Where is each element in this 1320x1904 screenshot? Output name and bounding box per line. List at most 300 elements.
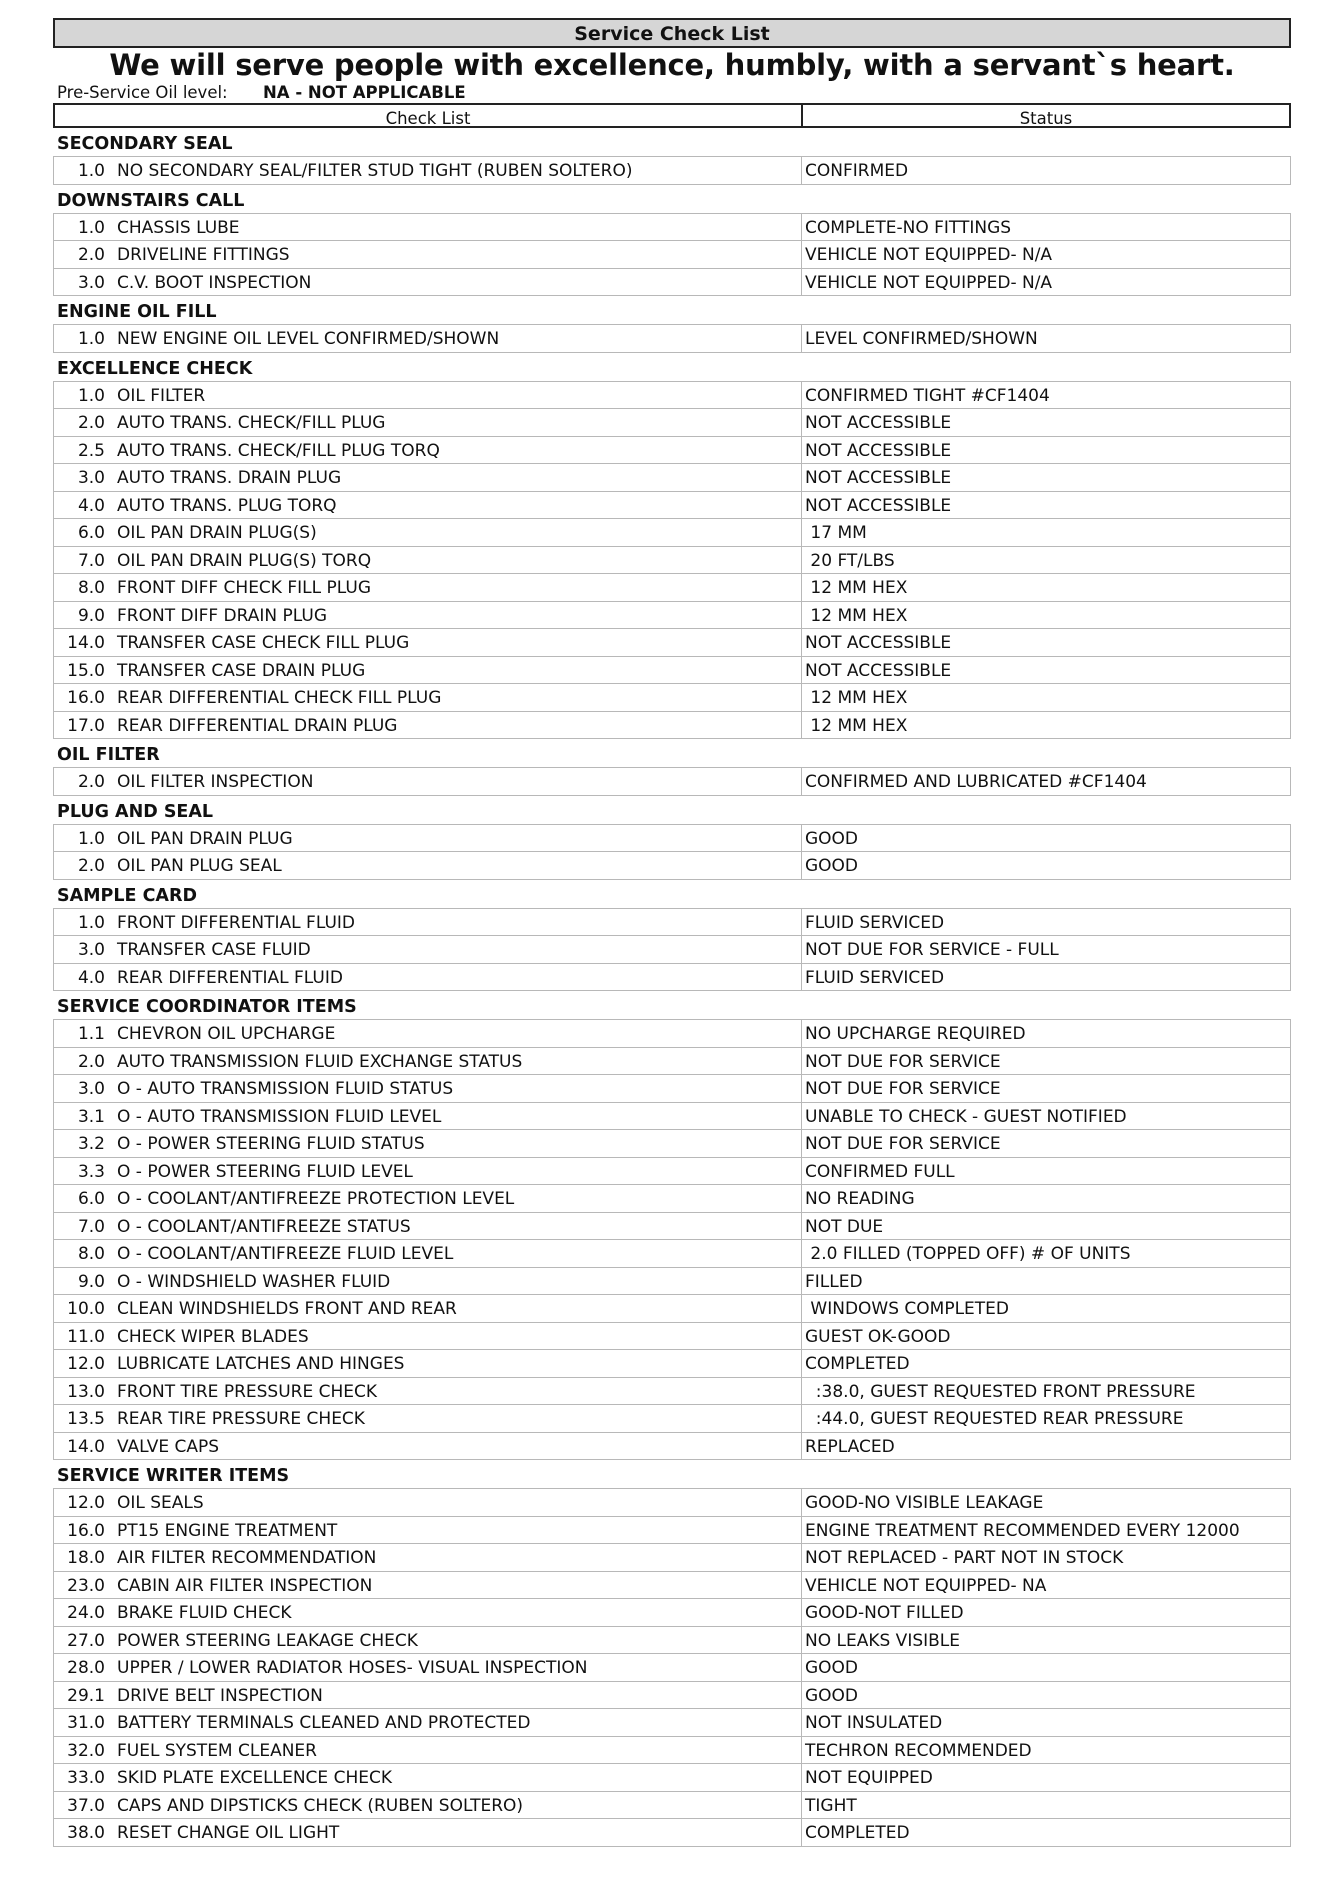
column-header-status: Status xyxy=(802,103,1291,128)
section xyxy=(53,880,1291,992)
status-cell: ENGINE TREATMENT RECOMMENDED EVERY 12000 xyxy=(801,1517,1291,1545)
status-cell: NOT ACCESSIBLE xyxy=(801,657,1291,685)
status-cell: NOT DUE FOR SERVICE xyxy=(801,1130,1291,1158)
check-item-cell xyxy=(53,437,801,465)
item-number: 2.0 xyxy=(77,1051,105,1072)
pre-service-oil-value: NA - NOT APPLICABLE xyxy=(263,83,466,102)
item-description: TRANSFER CASE DRAIN PLUG xyxy=(117,660,366,681)
status-cell: GOOD xyxy=(801,852,1291,880)
item-description: TRANSFER CASE CHECK FILL PLUG xyxy=(117,633,410,653)
item-number: 4.0 xyxy=(77,495,105,516)
status-cell: :38.0, GUEST REQUESTED FRONT PRESSURE xyxy=(801,1378,1291,1406)
status-cell: 2.0 FILLED (TOPPED OFF) # OF UNITS xyxy=(801,1240,1291,1268)
table-row xyxy=(53,1020,1291,1048)
status-cell: VEHICLE NOT EQUIPPED- N/A xyxy=(801,241,1291,269)
table-row xyxy=(53,768,1291,796)
item-number: 31.0 xyxy=(67,1713,105,1733)
section-rows xyxy=(53,767,1291,796)
item-number: 13.0 xyxy=(67,1381,105,1402)
check-item-cell xyxy=(53,657,801,685)
check-item-cell xyxy=(53,1737,801,1765)
section-rows xyxy=(53,381,1291,740)
status-cell: GOOD xyxy=(801,825,1291,853)
table-row xyxy=(53,519,1291,547)
table-row xyxy=(53,825,1291,853)
table-row xyxy=(53,157,1291,185)
table-row xyxy=(53,684,1291,712)
item-description: CHECK WIPER BLADES xyxy=(117,1326,309,1347)
check-item-cell xyxy=(53,409,801,437)
check-item-cell xyxy=(53,1048,801,1076)
item-number: 27.0 xyxy=(67,1630,105,1651)
check-item-cell xyxy=(53,241,801,269)
status-cell: 12 MM HEX xyxy=(801,602,1291,630)
check-item-cell xyxy=(53,909,801,937)
item-number: 24.0 xyxy=(67,1603,105,1623)
check-item-cell xyxy=(53,1654,801,1682)
status-cell: VEHICLE NOT EQUIPPED- N/A xyxy=(801,269,1291,297)
check-item-cell xyxy=(53,1378,801,1406)
item-number: 3.0 xyxy=(77,468,105,488)
item-description: AUTO TRANS. CHECK/FILL PLUG TORQ xyxy=(117,440,440,461)
check-item-cell xyxy=(53,1764,801,1792)
check-item-cell xyxy=(53,269,801,297)
item-description: REAR DIFFERENTIAL FLUID xyxy=(117,967,343,988)
item-description: OIL PAN DRAIN PLUG(S) TORQ xyxy=(117,550,372,571)
table-row xyxy=(53,602,1291,630)
check-item-cell xyxy=(53,519,801,547)
check-item-cell xyxy=(53,492,801,520)
item-description: FRONT DIFFERENTIAL FLUID xyxy=(117,912,355,933)
table-row xyxy=(53,909,1291,937)
check-item-cell xyxy=(53,1213,801,1241)
status-cell: FLUID SERVICED xyxy=(801,964,1291,992)
item-description: O - COOLANT/ANTIFREEZE STATUS xyxy=(117,1216,411,1237)
section-title: SERVICE WRITER ITEMS xyxy=(57,1466,290,1486)
table-row xyxy=(53,1819,1291,1847)
table-row xyxy=(53,1405,1291,1433)
status-cell: NOT ACCESSIBLE xyxy=(801,629,1291,657)
item-description: VALVE CAPS xyxy=(117,1436,220,1457)
status-cell: TIGHT xyxy=(801,1792,1291,1820)
item-number: 3.0 xyxy=(77,272,105,293)
section-rows xyxy=(53,1488,1291,1847)
item-description: POWER STEERING LEAKAGE CHECK xyxy=(117,1630,418,1651)
column-header-check-list: Check List xyxy=(53,103,802,128)
item-number: 3.0 xyxy=(77,1079,105,1099)
item-description: AUTO TRANS. DRAIN PLUG xyxy=(117,468,342,488)
item-description: SKID PLATE EXCELLENCE CHECK xyxy=(117,1768,392,1788)
status-cell: NOT DUE FOR SERVICE xyxy=(801,1048,1291,1076)
item-description: FUEL SYSTEM CLEANER xyxy=(117,1740,317,1761)
item-description: DRIVELINE FITTINGS xyxy=(117,245,290,265)
table-row xyxy=(53,1433,1291,1461)
status-cell: REPLACED xyxy=(801,1433,1291,1461)
table-row xyxy=(53,325,1291,353)
check-item-cell xyxy=(53,1599,801,1627)
status-cell: LEVEL CONFIRMED/SHOWN xyxy=(801,325,1291,353)
item-number: 23.0 xyxy=(67,1575,105,1596)
item-description: O - POWER STEERING FLUID LEVEL xyxy=(117,1161,413,1182)
item-description: OIL FILTER xyxy=(117,385,206,406)
item-number: 1.0 xyxy=(77,329,105,349)
table-row xyxy=(53,214,1291,242)
item-description: REAR DIFFERENTIAL DRAIN PLUG xyxy=(117,715,398,736)
check-item-cell xyxy=(53,1819,801,1847)
item-number: 3.1 xyxy=(77,1106,105,1127)
status-cell: NOT ACCESSIBLE xyxy=(801,409,1291,437)
item-description: FRONT TIRE PRESSURE CHECK xyxy=(117,1381,378,1402)
section xyxy=(53,353,1291,740)
item-number: 1.0 xyxy=(77,161,105,181)
status-cell: COMPLETE-NO FITTINGS xyxy=(801,214,1291,242)
status-cell: COMPLETED xyxy=(801,1350,1291,1378)
item-number: 8.0 xyxy=(77,1244,105,1264)
section-rows xyxy=(53,324,1291,353)
table-row xyxy=(53,1103,1291,1131)
check-item-cell xyxy=(53,1323,801,1351)
check-item-cell xyxy=(53,574,801,602)
check-item-cell xyxy=(53,547,801,575)
item-number: 15.0 xyxy=(67,660,105,681)
check-item-cell xyxy=(53,1544,801,1572)
table-row xyxy=(53,1185,1291,1213)
item-number: 13.5 xyxy=(67,1409,105,1429)
item-description: O - WINDSHIELD WASHER FLUID xyxy=(117,1271,391,1292)
table-row xyxy=(53,1654,1291,1682)
status-cell: 20 FT/LBS xyxy=(801,547,1291,575)
item-number: 1.1 xyxy=(77,1024,105,1044)
item-number: 3.3 xyxy=(77,1161,105,1182)
status-cell: 12 MM HEX xyxy=(801,574,1291,602)
item-number: 8.0 xyxy=(77,578,105,598)
check-item-cell xyxy=(53,852,801,880)
item-description: O - AUTO TRANSMISSION FLUID LEVEL xyxy=(117,1106,442,1127)
item-number: 2.0 xyxy=(77,413,105,433)
section-title: DOWNSTAIRS CALL xyxy=(57,190,245,211)
item-number: 2.0 xyxy=(77,245,105,265)
table-row xyxy=(53,269,1291,297)
item-number: 2.5 xyxy=(77,440,105,461)
check-item-cell xyxy=(53,1517,801,1545)
status-cell: :44.0, GUEST REQUESTED REAR PRESSURE xyxy=(801,1405,1291,1433)
item-number: 37.0 xyxy=(67,1795,105,1816)
status-cell: NOT INSULATED xyxy=(801,1709,1291,1737)
table-row xyxy=(53,1268,1291,1296)
item-number: 4.0 xyxy=(77,967,105,988)
item-description: TRANSFER CASE FLUID xyxy=(117,940,311,960)
table-row xyxy=(53,1764,1291,1792)
status-cell: GOOD-NOT FILLED xyxy=(801,1599,1291,1627)
item-description: O - COOLANT/ANTIFREEZE FLUID LEVEL xyxy=(117,1244,454,1264)
section-title: ENGINE OIL FILL xyxy=(57,302,217,322)
item-number: 18.0 xyxy=(67,1548,105,1568)
item-description: O - COOLANT/ANTIFREEZE PROTECTION LEVEL xyxy=(117,1189,515,1209)
table-row xyxy=(53,574,1291,602)
item-number: 6.0 xyxy=(77,523,105,543)
status-cell: NOT DUE xyxy=(801,1213,1291,1241)
item-number: 33.0 xyxy=(67,1768,105,1788)
check-item-cell xyxy=(53,1185,801,1213)
service-check-list xyxy=(53,17,1291,1847)
item-description: NO SECONDARY SEAL/FILTER STUD TIGHT (RUBEN SOLTERO) xyxy=(117,161,633,181)
status-cell: CONFIRMED xyxy=(801,157,1291,185)
section-title: EXCELLENCE CHECK xyxy=(57,358,253,379)
status-cell: NO LEAKS VISIBLE xyxy=(801,1627,1291,1655)
item-number: 12.0 xyxy=(67,1354,105,1374)
item-number: 7.0 xyxy=(77,550,105,571)
section-title: SERVICE COORDINATOR ITEMS xyxy=(57,997,357,1017)
status-cell: GOOD xyxy=(801,1654,1291,1682)
status-cell: 12 MM HEX xyxy=(801,712,1291,740)
status-cell: 17 MM xyxy=(801,519,1291,547)
item-number: 28.0 xyxy=(67,1658,105,1678)
check-item-cell xyxy=(53,964,801,992)
check-item-cell xyxy=(53,1489,801,1517)
status-cell: NO UPCHARGE REQUIRED xyxy=(801,1020,1291,1048)
table-row xyxy=(53,712,1291,740)
section xyxy=(53,296,1291,353)
item-description: REAR TIRE PRESSURE CHECK xyxy=(117,1409,365,1429)
status-cell: NOT ACCESSIBLE xyxy=(801,437,1291,465)
item-number: 38.0 xyxy=(67,1823,105,1843)
status-cell: 12 MM HEX xyxy=(801,684,1291,712)
check-item-cell xyxy=(53,1792,801,1820)
item-number: 9.0 xyxy=(77,1271,105,1292)
check-item-cell xyxy=(53,825,801,853)
check-item-cell xyxy=(53,325,801,353)
item-description: AUTO TRANS. PLUG TORQ xyxy=(117,495,337,516)
table-row xyxy=(53,1599,1291,1627)
section xyxy=(53,739,1291,796)
check-item-cell xyxy=(53,1350,801,1378)
item-description: CHASSIS LUBE xyxy=(117,217,240,238)
status-cell: CONFIRMED FULL xyxy=(801,1158,1291,1186)
table-row xyxy=(53,382,1291,410)
table-row xyxy=(53,1350,1291,1378)
check-item-cell xyxy=(53,684,801,712)
item-number: 11.0 xyxy=(67,1326,105,1347)
pre-service-oil-level xyxy=(53,82,1291,103)
item-number: 2.0 xyxy=(77,772,105,792)
item-number: 14.0 xyxy=(67,633,105,653)
item-number: 16.0 xyxy=(67,1520,105,1541)
check-item-cell xyxy=(53,936,801,964)
status-cell: GOOD xyxy=(801,1682,1291,1710)
check-item-cell xyxy=(53,602,801,630)
table-header xyxy=(53,103,1291,128)
section-rows xyxy=(53,213,1291,297)
item-number: 1.0 xyxy=(77,385,105,406)
table-row xyxy=(53,1048,1291,1076)
table-row xyxy=(53,1158,1291,1186)
section-rows xyxy=(53,824,1291,880)
table-row xyxy=(53,629,1291,657)
table-row xyxy=(53,464,1291,492)
check-item-cell xyxy=(53,629,801,657)
item-description: AUTO TRANS. CHECK/FILL PLUG xyxy=(117,413,386,433)
table-row xyxy=(53,1240,1291,1268)
item-description: FRONT DIFF DRAIN PLUG xyxy=(117,605,328,626)
status-cell: FLUID SERVICED xyxy=(801,909,1291,937)
table-row xyxy=(53,1627,1291,1655)
status-cell: FILLED xyxy=(801,1268,1291,1296)
item-description: CLEAN WINDSHIELDS FRONT AND REAR xyxy=(117,1299,457,1319)
item-number: 10.0 xyxy=(67,1299,105,1319)
item-number: 6.0 xyxy=(77,1189,105,1209)
table-row xyxy=(53,1544,1291,1572)
item-number: 9.0 xyxy=(77,605,105,626)
section-rows xyxy=(53,156,1291,185)
check-item-cell xyxy=(53,1433,801,1461)
item-description: OIL FILTER INSPECTION xyxy=(117,772,314,792)
item-description: OIL PAN DRAIN PLUG(S) xyxy=(117,523,317,543)
item-description: OIL PAN DRAIN PLUG xyxy=(117,828,293,849)
section-title: OIL FILTER xyxy=(57,745,160,765)
item-description: CAPS AND DIPSTICKS CHECK (RUBEN SOLTERO) xyxy=(117,1795,524,1816)
item-description: OIL PAN PLUG SEAL xyxy=(117,856,282,876)
item-number: 17.0 xyxy=(67,715,105,736)
item-description: AIR FILTER RECOMMENDATION xyxy=(117,1548,377,1568)
item-number: 14.0 xyxy=(67,1436,105,1457)
item-description: DRIVE BELT INSPECTION xyxy=(117,1685,323,1706)
item-description: C.V. BOOT INSPECTION xyxy=(117,272,312,293)
check-item-cell xyxy=(53,1130,801,1158)
item-number: 16.0 xyxy=(67,688,105,708)
item-description: BATTERY TERMINALS CLEANED AND PROTECTED xyxy=(117,1713,531,1733)
status-cell: NOT ACCESSIBLE xyxy=(801,464,1291,492)
status-cell: VEHICLE NOT EQUIPPED- NA xyxy=(801,1572,1291,1600)
section-title: SAMPLE CARD xyxy=(57,885,197,906)
status-cell: GUEST OK-GOOD xyxy=(801,1323,1291,1351)
section-title: PLUG AND SEAL xyxy=(57,801,214,822)
table-row xyxy=(53,1792,1291,1820)
status-cell: WINDOWS COMPLETED xyxy=(801,1295,1291,1323)
check-item-cell xyxy=(53,1627,801,1655)
table-row xyxy=(53,1378,1291,1406)
check-item-cell xyxy=(53,1572,801,1600)
check-item-cell xyxy=(53,464,801,492)
table-row xyxy=(53,936,1291,964)
table-row xyxy=(53,1709,1291,1737)
table-row xyxy=(53,241,1291,269)
item-description: REAR DIFFERENTIAL CHECK FILL PLUG xyxy=(117,688,442,708)
item-number: 1.0 xyxy=(77,828,105,849)
check-item-cell xyxy=(53,382,801,410)
check-item-cell xyxy=(53,1405,801,1433)
item-description: O - POWER STEERING FLUID STATUS xyxy=(117,1134,425,1154)
table-row xyxy=(53,547,1291,575)
item-number: 2.0 xyxy=(77,856,105,876)
table-row xyxy=(53,1075,1291,1103)
item-number: 3.0 xyxy=(77,940,105,960)
table-row xyxy=(53,1572,1291,1600)
item-description: O - AUTO TRANSMISSION FLUID STATUS xyxy=(117,1079,454,1099)
table-row xyxy=(53,437,1291,465)
check-item-cell xyxy=(53,1075,801,1103)
item-number: 3.2 xyxy=(77,1134,105,1154)
status-cell: COMPLETED xyxy=(801,1819,1291,1847)
table-row xyxy=(53,492,1291,520)
status-cell: CONFIRMED AND LUBRICATED #CF1404 xyxy=(801,768,1291,796)
item-number: 29.1 xyxy=(67,1685,105,1706)
section xyxy=(53,991,1291,1460)
table-row xyxy=(53,409,1291,437)
section-rows xyxy=(53,908,1291,992)
check-item-cell xyxy=(53,1682,801,1710)
item-description: CHEVRON OIL UPCHARGE xyxy=(117,1024,336,1044)
item-number: 1.0 xyxy=(77,217,105,238)
item-description: CABIN AIR FILTER INSPECTION xyxy=(117,1575,373,1596)
check-item-cell xyxy=(53,1103,801,1131)
check-item-cell xyxy=(53,1268,801,1296)
check-item-cell xyxy=(53,768,801,796)
item-description: AUTO TRANSMISSION FLUID EXCHANGE STATUS xyxy=(117,1051,523,1072)
check-item-cell xyxy=(53,1020,801,1048)
status-cell: NOT DUE FOR SERVICE - FULL xyxy=(801,936,1291,964)
section xyxy=(53,796,1291,880)
page-title: Service Check List xyxy=(53,18,1291,48)
table-row xyxy=(53,1517,1291,1545)
table-row xyxy=(53,852,1291,880)
section-title: SECONDARY SEAL xyxy=(57,134,233,154)
item-number: 1.0 xyxy=(77,912,105,933)
table-row xyxy=(53,1130,1291,1158)
item-number: 12.0 xyxy=(67,1493,105,1513)
table-row xyxy=(53,964,1291,992)
section xyxy=(53,128,1291,185)
status-cell: UNABLE TO CHECK - GUEST NOTIFIED xyxy=(801,1103,1291,1131)
table-row xyxy=(53,1489,1291,1517)
item-description: OIL SEALS xyxy=(117,1493,204,1513)
status-cell: GOOD-NO VISIBLE LEAKAGE xyxy=(801,1489,1291,1517)
check-item-cell xyxy=(53,712,801,740)
check-item-cell xyxy=(53,1158,801,1186)
item-number: 32.0 xyxy=(67,1740,105,1761)
table-row xyxy=(53,1737,1291,1765)
item-description: BRAKE FLUID CHECK xyxy=(117,1603,292,1623)
section-rows xyxy=(53,1019,1291,1460)
table-row xyxy=(53,657,1291,685)
item-description: UPPER / LOWER RADIATOR HOSES- VISUAL INSPECTION xyxy=(117,1658,588,1678)
status-cell: NOT DUE FOR SERVICE xyxy=(801,1075,1291,1103)
motto: We will serve people with excellence, humbly, with a servant`s heart. xyxy=(109,48,1235,82)
table-row xyxy=(53,1295,1291,1323)
item-description: RESET CHANGE OIL LIGHT xyxy=(117,1823,340,1843)
item-description: LUBRICATE LATCHES AND HINGES xyxy=(117,1354,405,1374)
check-item-cell xyxy=(53,157,801,185)
item-description: NEW ENGINE OIL LEVEL CONFIRMED/SHOWN xyxy=(117,329,500,349)
check-item-cell xyxy=(53,214,801,242)
pre-service-oil-label: Pre-Service Oil level: xyxy=(57,83,228,102)
item-description: FRONT DIFF CHECK FILL PLUG xyxy=(117,578,371,598)
section xyxy=(53,1460,1291,1847)
status-cell: TECHRON RECOMMENDED xyxy=(801,1737,1291,1765)
check-item-cell xyxy=(53,1295,801,1323)
status-cell: NO READING xyxy=(801,1185,1291,1213)
table-row xyxy=(53,1213,1291,1241)
table-row xyxy=(53,1323,1291,1351)
section xyxy=(53,185,1291,297)
status-cell: NOT EQUIPPED xyxy=(801,1764,1291,1792)
check-item-cell xyxy=(53,1709,801,1737)
status-cell: NOT ACCESSIBLE xyxy=(801,492,1291,520)
check-item-cell xyxy=(53,1240,801,1268)
sections-container xyxy=(53,128,1291,1847)
status-cell: CONFIRMED TIGHT #CF1404 xyxy=(801,382,1291,410)
status-cell: NOT REPLACED - PART NOT IN STOCK xyxy=(801,1544,1291,1572)
item-number: 7.0 xyxy=(77,1216,105,1237)
